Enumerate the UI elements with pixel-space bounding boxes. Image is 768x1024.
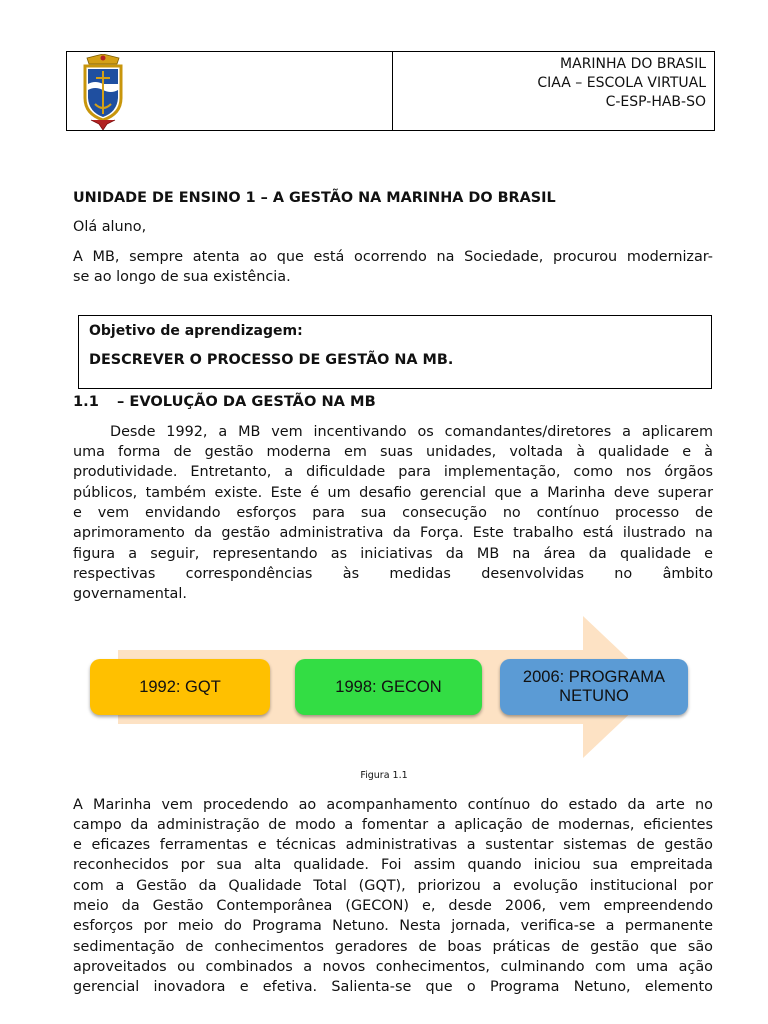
paragraph-line: produtividade. Entretanto, a dificuldade para implementação, como nos órgãos [73,464,713,480]
paragraph-line: públicos, também existe. Este é um desafio gerencial que a Marinha deve superar [73,485,713,501]
header-text-cell [393,52,714,130]
greeting: Olá aluno, [73,219,147,235]
paragraph-line: A Marinha vem procedendo ao acompanhamento contínuo do estado da arte no [73,797,713,813]
header-organization: MARINHA DO BRASIL [560,56,706,72]
section-title: – EVOLUÇÃO DA GESTÃO NA MB [117,393,376,410]
header-course-code: C-ESP-HAB-SO [605,94,706,110]
paragraph-line: Desde 1992, a MB vem incentivando os comandantes/diretores a aplicarem [110,424,713,440]
figure-caption: Figura 1.1 [360,770,408,781]
objective-text: DESCREVER O PROCESSO DE GESTÃO NA MB. [89,352,454,368]
paragraph-line: reconhecidos por sua alta qualidade. Foi assim quando iniciou sua empreitada [73,857,713,873]
header-logo-cell [67,52,393,130]
paragraph-line: aprimoramento da gestão administrativa da Força. Este trabalho está ilustrado na [73,525,713,541]
timeline-box-gecon: 1998: GECON [295,659,482,715]
paragraph-line: e eficazes ferramentas e técnicas administrativas a sustentar sistemas de gestão [73,837,713,853]
paragraph-line: aproveitados ou combinados a novos conhecimentos, culminando com uma ação [73,959,713,975]
objective-box [78,315,712,389]
unit-title: UNIDADE DE ENSINO 1 – A GESTÃO NA MARINHA DO BRASIL [73,190,556,206]
section-heading [73,393,376,410]
paragraph-line: campo da administração de modo a fomentar a aplicação de modernas, eficientes [73,817,713,833]
timeline-box-gqt: 1992: GQT [90,659,270,715]
objective-label: Objetivo de aprendizagem: [89,323,303,339]
document-header [66,51,715,131]
paragraph-line: com a Gestão da Qualidade Total (GQT), priorizou a evolução institucional por [73,878,713,894]
paragraph-line: governamental. [73,586,187,602]
section-number: 1.1 [73,393,99,410]
paragraph-line: figura a seguir, representando as iniciativas da MB na área da qualidade e [73,546,713,562]
paragraph-line: esforços por meio do Programa Netuno. Nesta jornada, verifica-se a permanente [73,918,713,934]
paragraph-line: e vem envidando esforços para sua consecução no contínuo processo de [73,505,713,521]
paragraph-line: respectivas correspondências às medidas desenvolvidas no âmbito [73,566,713,582]
paragraph-line: meio da Gestão Contemporânea (GECON) e, desde 2006, vem empreendendo [73,898,713,914]
timeline-box-netuno: 2006: PROGRAMA NETUNO [500,659,688,715]
header-school: CIAA – ESCOLA VIRTUAL [537,75,706,91]
intro-line-2: se ao longo de sua existência. [73,269,291,285]
figure-1-1 [88,612,692,762]
navy-crest-icon [77,54,129,130]
paragraph-line: gerencial inovadora e efetiva. Salienta-se que o Programa Netuno, elemento [73,979,713,995]
paragraph-line: sedimentação de conhecimentos geradores de boas práticas de gestão que são [73,939,713,955]
paragraph-line: uma forma de gestão moderna em suas unidades, voltada à qualidade e à [73,444,713,460]
intro-line-1: A MB, sempre atenta ao que está ocorrendo na Sociedade, procurou modernizar- [73,249,713,265]
